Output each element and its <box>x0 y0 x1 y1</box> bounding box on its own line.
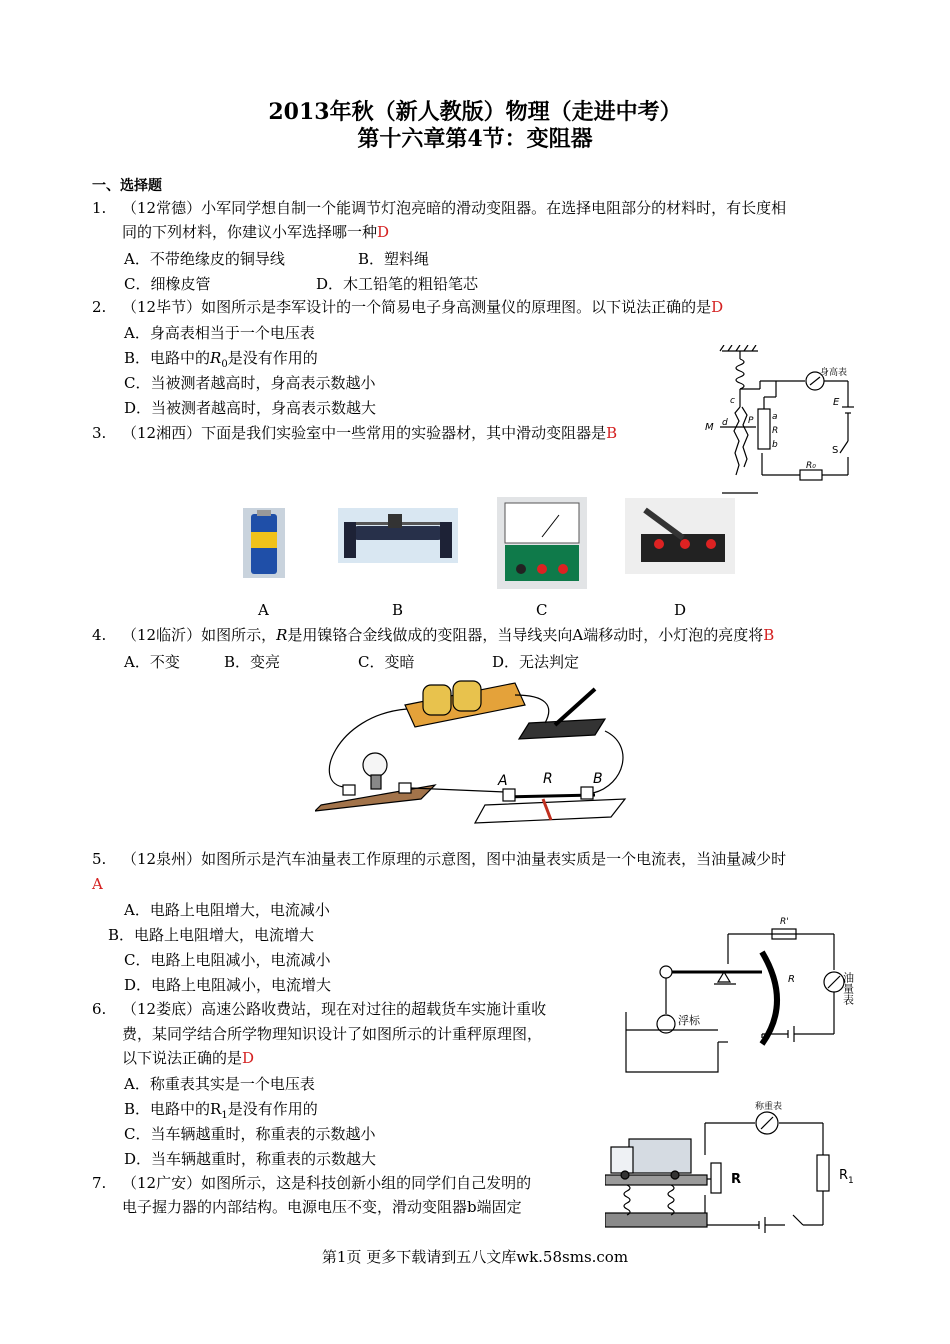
svg-text:R: R <box>772 426 779 436</box>
battery-photo <box>243 508 285 578</box>
svg-text:c: c <box>730 396 735 406</box>
svg-text:S: S <box>832 445 839 456</box>
q2-text-line1: （12毕节）如图所示是李军设计的一个简易电子身高测量仪的原理图。以下说法正确的是D <box>122 298 724 316</box>
svg-text:R: R <box>543 771 553 787</box>
q7-text-line2: 电子握力器的内部结构。电源电压不变，滑动变阻器b端固定 <box>122 1198 522 1216</box>
svg-text:P: P <box>748 416 754 426</box>
svg-text:R: R <box>788 974 795 985</box>
q4-option-b: B．变亮 <box>224 653 281 671</box>
svg-text:R₀: R₀ <box>806 461 816 471</box>
q7-text-line1: （12广安）如图所示，这是科技创新小组的同学们自己发明的 <box>122 1174 532 1192</box>
svg-text:B: B <box>593 771 603 787</box>
section-heading: 一、选择题 <box>92 178 162 194</box>
svg-text:d: d <box>722 418 728 428</box>
q6-option-b: B．电路中的$R_1$是没有作用的 <box>124 1100 318 1121</box>
q1-option-b: B．塑料绳 <box>358 250 430 268</box>
q7-number: 7. <box>92 1174 107 1192</box>
page-footer: 第1页 更多下载请到五八文库wk.58sms.com <box>321 1248 629 1266</box>
q1-number: 1. <box>92 199 107 217</box>
q6-weigh-scale-diagram <box>605 1095 875 1235</box>
q4-number: 4. <box>92 626 107 644</box>
q3-text-line1: （12湘西）下面是我们实验室中一些常用的实验器材，其中滑动变阻器是B <box>122 424 618 442</box>
q5-option-d: D．电路上电阻减小，电流增大 <box>124 976 332 994</box>
q1-answer: D <box>377 223 390 241</box>
meter-photo <box>497 497 587 589</box>
q1-text-line1: （12常德）小军同学想自制一个能调节灯泡亮暗的滑动变阻器。在选择电阻部分的材料时，有长度相 <box>122 199 787 217</box>
q2-answer: D <box>711 298 724 316</box>
svg-text:E: E <box>833 397 840 408</box>
q3-number: 3. <box>92 424 107 442</box>
knife-switch-photo <box>625 498 735 574</box>
q5-option-c: C．电路上电阻减小，电流减小 <box>124 951 331 969</box>
svg-text:R: R <box>731 1172 742 1187</box>
q6-option-d: D．当车辆越重时，称重表的示数越大 <box>124 1150 377 1168</box>
q6-option-c: C．当车辆越重时，称重表的示数越小 <box>124 1125 376 1143</box>
q2-option-d: D．当被测者越高时，身高表示数越大 <box>124 399 377 417</box>
q4-answer: B <box>763 626 775 644</box>
svg-text:R': R' <box>780 917 789 927</box>
q5-number: 5. <box>92 850 107 868</box>
q6-fig-r1: $R_1$ <box>839 1168 854 1186</box>
svg-text:M: M <box>705 422 714 433</box>
q5-text-line1: （12泉州）如图所示是汽车油量表工作原理的示意图，图中油量表实质是一个电流表，当油量减少时 <box>122 850 787 868</box>
q1-option-d: D．木工铅笔的粗铅笔芯 <box>316 275 479 293</box>
q2-option-a: A．身高表相当于一个电压表 <box>124 324 315 342</box>
q2-option-b: B．电路中的$R_0$是没有作用的 <box>124 349 318 370</box>
doc-title-line1: 2013年秋（新人教版）物理（走进中考） <box>268 99 682 125</box>
q5-answer: A <box>92 875 103 893</box>
q6-number: 6. <box>92 1000 107 1018</box>
q3-label-a: A <box>258 601 269 619</box>
q2-number: 2. <box>92 298 107 316</box>
svg-text:a: a <box>772 412 778 422</box>
q1-option-a: A．不带绝缘皮的铜导线 <box>124 250 285 268</box>
q6-text-line2: 费，某同学结合所学物理知识设计了如图所示的计重秤原理图， <box>122 1025 543 1043</box>
q3-label-d: D <box>674 601 687 619</box>
svg-text:身高表: 身高表 <box>820 368 848 378</box>
q3-label-b: B <box>392 601 404 619</box>
q4-text-line1: （12临沂）如图所示，R是用镍铬合金线做成的变阻器，当导线夹向A端移动时，小灯泡的亮度将B <box>122 626 775 644</box>
q6-text-line1: （12娄底）高速公路收费站，现在对过往的超载货车实施计重收 <box>122 1000 547 1018</box>
q4-option-d: D．无法判定 <box>492 653 580 671</box>
q1-option-c: C．细橡皮管 <box>124 275 211 293</box>
slide-rheostat-photo <box>338 508 458 563</box>
q4-circuit-diagram <box>315 675 635 825</box>
svg-text:油量表: 油量表 <box>841 972 855 1005</box>
q6-option-a: A．称重表其实是一个电压表 <box>124 1075 315 1093</box>
q2-option-c: C．当被测者越高时，身高表示数越小 <box>124 374 376 392</box>
svg-text:称重表: 称重表 <box>755 1102 783 1112</box>
q4-option-a: A．不变 <box>124 653 180 671</box>
q3-answer: B <box>606 424 618 442</box>
q1-text-line2: 同的下列材料，你建议小军选择哪一种D <box>122 223 390 241</box>
q4-option-c: C．变暗 <box>358 653 415 671</box>
svg-text:浮标: 浮标 <box>678 1014 700 1027</box>
q5-option-b: B．电路上电阻增大，电流增大 <box>108 926 315 944</box>
q5-fuel-gauge-diagram <box>622 912 872 1082</box>
doc-title-line2: 第十六章第4节：变阻器 <box>357 126 593 152</box>
q6-text-line3: 以下说法正确的是D <box>122 1049 255 1067</box>
q5-option-a: A．电路上电阻增大，电流减小 <box>124 901 330 919</box>
q3-label-c: C <box>536 601 548 619</box>
svg-text:A: A <box>498 773 508 789</box>
q6-answer: D <box>242 1049 255 1067</box>
svg-text:b: b <box>772 440 778 450</box>
q2-height-meter-diagram <box>700 345 870 495</box>
